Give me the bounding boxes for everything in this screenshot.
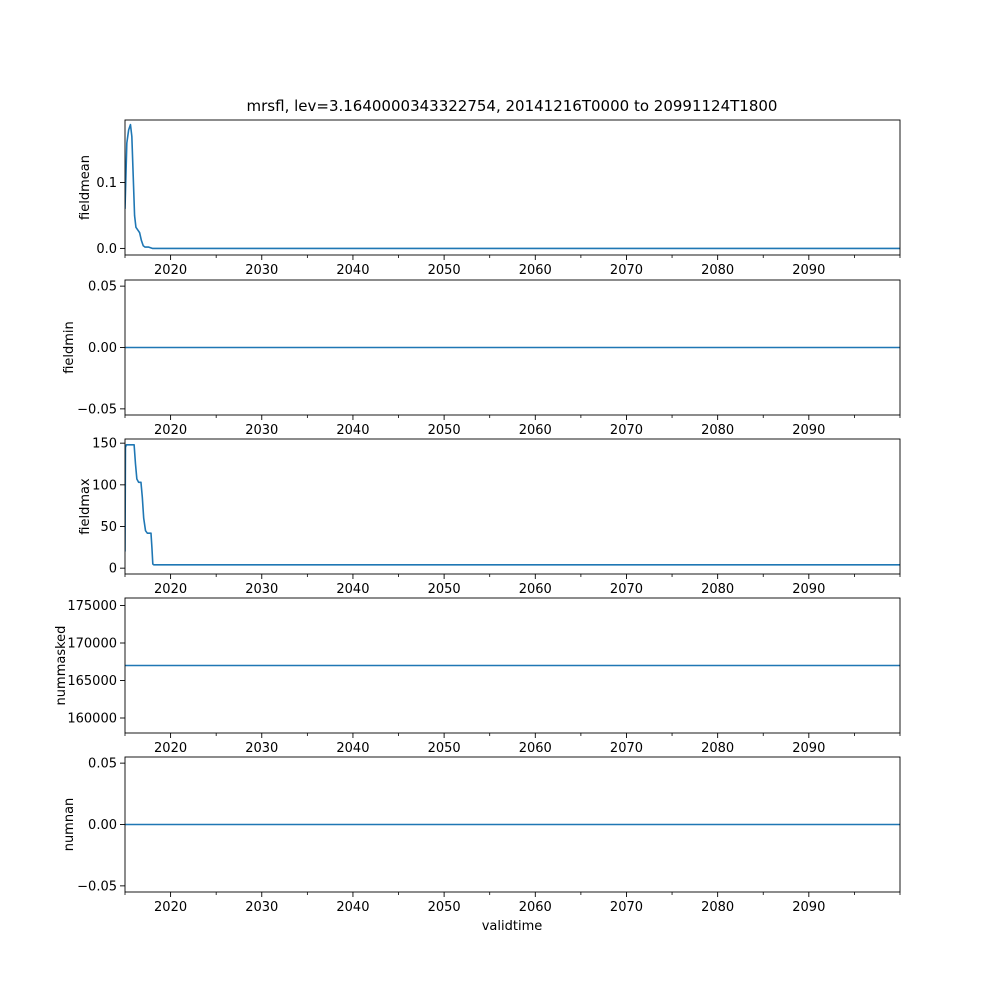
y-axis-label: numnan [62,797,77,852]
x-tick-label: 2080 [701,423,735,438]
x-tick-label: 2030 [245,423,279,438]
x-tick-label: 2020 [154,582,188,597]
y-axis-label: fieldmin [62,321,77,374]
y-tick-label: −0.05 [77,402,117,418]
y-axis-label: nummasked [54,625,69,706]
x-tick-label: 2060 [518,741,552,756]
x-tick-label: 2070 [609,263,644,278]
x-tick-label: 2040 [336,263,370,278]
x-tick-label: 2080 [701,900,735,915]
y-tick-label: 0.05 [88,279,117,295]
y-tick-label: 175000 [67,599,117,614]
x-tick-label: 2060 [518,900,552,915]
y-tick-label: 160000 [67,711,117,727]
x-tick-label: 2030 [245,582,279,597]
x-tick-label: 2040 [336,741,370,756]
y-tick-label: −0.05 [77,879,117,895]
x-tick-label: 2090 [792,423,826,438]
x-tick-label: 2050 [427,423,461,438]
x-tick-label: 2030 [245,263,279,278]
y-tick-label: 100 [92,478,117,494]
y-tick-label: 0.00 [88,341,117,356]
y-tick-label: 165000 [67,674,117,689]
x-tick-label: 2020 [154,900,188,915]
y-tick-label: 0.0 [96,241,117,257]
x-tick-label: 2060 [518,582,552,597]
x-tick-label: 2080 [701,582,735,597]
x-tick-label: 2070 [609,741,644,756]
x-tick-label: 2080 [701,741,735,756]
y-tick-label: 170000 [67,636,117,652]
y-axis-label: fieldmax [78,478,93,535]
y-tick-label: 0.00 [88,818,117,833]
x-tick-label: 2020 [154,263,188,278]
x-axis-label: validtime [481,919,543,934]
x-tick-label: 2090 [792,263,826,278]
x-tick-label: 2070 [609,900,644,915]
x-tick-label: 2060 [518,423,552,438]
x-tick-label: 2070 [609,582,644,597]
y-axis-label: fieldmean [78,155,93,220]
x-tick-label: 2050 [427,263,461,278]
y-tick-label: 0.1 [96,176,117,192]
x-tick-label: 2020 [154,423,188,438]
x-tick-label: 2050 [427,582,461,597]
y-tick-label: 150 [92,436,117,452]
x-tick-label: 2090 [792,741,826,756]
x-tick-label: 2060 [518,263,552,278]
x-tick-label: 2050 [427,741,461,756]
x-tick-label: 2070 [609,423,644,438]
x-tick-label: 2090 [792,582,826,597]
chart-title: mrsfl, lev=3.1640000343322754, 20141216T0000 to 20991124T1800 [246,97,778,115]
y-tick-label: 50 [100,520,117,535]
x-tick-label: 2080 [701,263,735,278]
x-tick-label: 2090 [792,900,826,915]
y-tick-label: 0 [108,561,117,577]
x-tick-label: 2030 [245,900,279,915]
x-tick-label: 2050 [427,900,461,915]
x-tick-label: 2020 [154,741,188,756]
y-tick-label: 0.05 [88,756,117,772]
x-tick-label: 2040 [336,582,370,597]
x-tick-label: 2040 [336,900,370,915]
x-tick-label: 2040 [336,423,370,438]
x-tick-label: 2030 [245,741,279,756]
